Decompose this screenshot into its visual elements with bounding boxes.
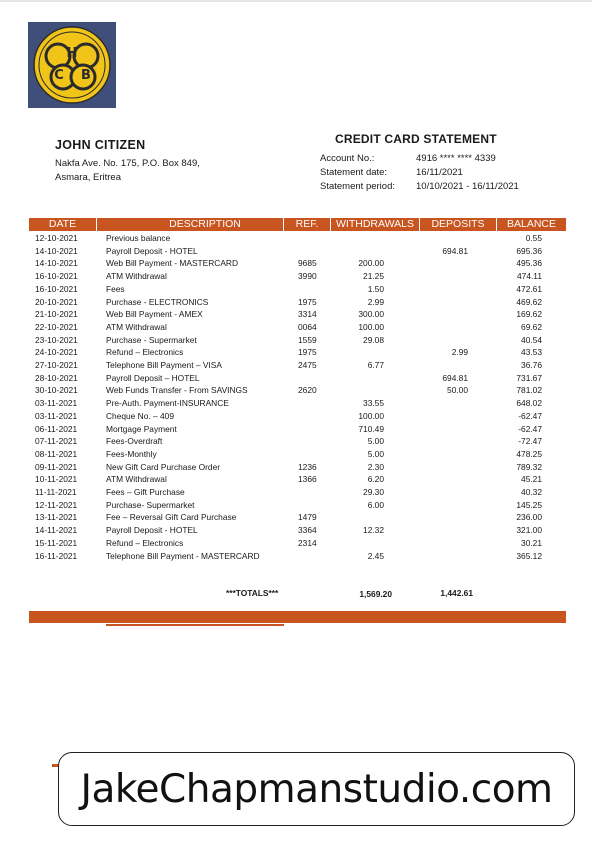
row-balance: 781.02 xyxy=(516,385,542,396)
row-deposit: 694.81 xyxy=(442,372,468,383)
table-row xyxy=(0,397,592,410)
row-date: 16-10-2021 xyxy=(35,271,78,282)
row-withdrawal: 29.08 xyxy=(363,334,384,345)
row-date: 03-11-2021 xyxy=(35,410,78,421)
row-date: 20-10-2021 xyxy=(35,296,78,307)
table-row xyxy=(0,308,592,321)
row-description: Cheque No. – 409 xyxy=(106,410,174,421)
table-row xyxy=(0,384,592,397)
row-date: 14-10-2021 xyxy=(35,245,78,256)
row-ref: 1479 xyxy=(298,512,317,523)
row-ref: 1366 xyxy=(298,474,317,485)
row-ref: 1975 xyxy=(298,347,317,358)
row-description: Purchase - ELECTRONICS xyxy=(106,296,209,307)
row-date: 28-10-2021 xyxy=(35,372,78,383)
row-description: Payroll Deposit - HOTEL xyxy=(106,245,198,256)
row-withdrawal: 300.00 xyxy=(358,309,384,320)
account-label: Account No.: xyxy=(320,153,375,164)
table-row xyxy=(0,270,592,283)
row-date: 23-10-2021 xyxy=(35,334,78,345)
customer-address-line2: Asmara, Eritrea xyxy=(55,172,121,183)
table-row xyxy=(0,473,592,486)
svg-text:H: H xyxy=(66,46,78,61)
row-description: Telephone Bill Payment - MASTERCARD xyxy=(106,550,260,561)
row-description: Fees-Overdraft xyxy=(106,436,163,447)
row-withdrawal: 6.77 xyxy=(367,360,384,370)
row-description: Refund – Electronics xyxy=(106,537,184,548)
row-balance: 474.11 xyxy=(517,271,542,282)
row-balance: 469.62 xyxy=(516,296,542,307)
watermark-banner xyxy=(58,752,575,826)
column-header-date: DATE xyxy=(48,218,77,230)
row-balance: 40.32 xyxy=(521,487,542,497)
row-date: 21-10-2021 xyxy=(35,309,78,320)
watermark-text: JakeChapmanstudio.com xyxy=(80,766,553,812)
row-description: Telephone Bill Payment – VISA xyxy=(106,360,222,370)
row-deposit: 2.99 xyxy=(451,347,468,358)
column-header-ref: REF. xyxy=(295,218,319,230)
row-balance: -72.47 xyxy=(518,436,542,447)
bank-logo xyxy=(28,22,116,108)
row-description: Previous balance xyxy=(106,233,171,243)
row-description: Payroll Deposit - HOTEL xyxy=(106,525,198,536)
row-date: 14-11-2021 xyxy=(35,525,78,536)
row-balance: 495.36 xyxy=(516,258,542,269)
column-header-withdrawals: WITHDRAWALS xyxy=(336,218,414,230)
totals-label: ***TOTALS*** xyxy=(226,588,279,598)
account-value: 4916 **** **** 4339 xyxy=(416,153,496,164)
row-description: Mortgage Payment xyxy=(106,423,177,434)
table-row xyxy=(0,372,592,385)
row-date: 27-10-2021 xyxy=(35,360,78,370)
table-row xyxy=(0,461,592,474)
row-withdrawal: 33.55 xyxy=(363,398,384,409)
row-date: 12-10-2021 xyxy=(35,233,78,243)
footer-bar xyxy=(29,611,566,623)
row-description: Pre-Auth. Payment-INSURANCE xyxy=(106,398,229,409)
row-description: Fees – Gift Purchase xyxy=(106,487,185,497)
row-ref: 3990 xyxy=(298,271,317,282)
table-row xyxy=(0,499,592,512)
row-withdrawal: 100.00 xyxy=(358,321,384,332)
column-header-balance: BALANCE xyxy=(506,218,557,230)
row-balance: 69.62 xyxy=(521,321,542,332)
row-withdrawal: 2.45 xyxy=(367,550,384,561)
row-description: Web Funds Transfer - From SAVINGS xyxy=(106,385,248,396)
row-withdrawal: 29.30 xyxy=(363,487,384,497)
statement-period-label: Statement period: xyxy=(320,181,395,192)
row-balance: 731.67 xyxy=(516,372,542,383)
row-date: 06-11-2021 xyxy=(35,423,78,434)
statement-title: CREDIT CARD STATEMENT xyxy=(335,132,497,146)
row-date: 09-11-2021 xyxy=(35,461,78,472)
statement-date-value: 16/11/2021 xyxy=(416,167,463,178)
row-balance: 648.02 xyxy=(516,398,542,409)
row-description: Web Bill Payment - MASTERCARD xyxy=(106,258,239,269)
table-row xyxy=(0,423,592,436)
row-balance: 36.76 xyxy=(521,360,542,370)
table-row xyxy=(0,511,592,524)
row-date: 16-10-2021 xyxy=(35,283,78,294)
row-balance: 236.00 xyxy=(516,512,542,523)
table-row xyxy=(0,537,592,550)
row-date: 30-10-2021 xyxy=(35,385,78,396)
row-ref: 3364 xyxy=(298,525,317,536)
table-row xyxy=(0,245,592,258)
row-description: Web Bill Payment - AMEX xyxy=(106,309,203,320)
row-ref: 3314 xyxy=(298,309,317,320)
svg-text:C: C xyxy=(54,68,64,83)
row-date: 14-10-2021 xyxy=(35,258,78,269)
row-date: 08-11-2021 xyxy=(35,448,78,459)
row-balance: 145.25 xyxy=(516,499,542,510)
column-header-deposits: DEPOSITS xyxy=(431,218,485,230)
column-header-description: DESCRIPTION xyxy=(169,218,241,230)
table-row xyxy=(0,283,592,296)
row-withdrawal: 5.00 xyxy=(367,436,384,447)
row-date: 13-11-2021 xyxy=(35,512,78,523)
row-description: Fee – Reversal Gift Card Purchase xyxy=(106,512,237,523)
row-balance: 695.36 xyxy=(516,245,542,256)
table-row xyxy=(0,334,592,347)
table-row xyxy=(0,257,592,270)
row-date: 03-11-2021 xyxy=(35,398,78,409)
row-ref: 2475 xyxy=(298,360,317,370)
row-withdrawal: 2.99 xyxy=(367,296,384,307)
row-balance: 321.00 xyxy=(516,525,542,536)
customer-address-line1: Nakfa Ave. No. 175, P.O. Box 849, xyxy=(55,158,200,169)
row-balance: 40.54 xyxy=(521,334,542,345)
row-description: ATM Withdrawal xyxy=(106,271,167,282)
svg-text:B: B xyxy=(81,68,91,83)
row-date: 15-11-2021 xyxy=(35,537,78,548)
row-balance: 789.32 xyxy=(516,461,542,472)
table-row xyxy=(0,435,592,448)
row-ref: 9685 xyxy=(298,258,317,269)
row-ref: 1236 xyxy=(298,461,317,472)
table-row xyxy=(0,346,592,359)
row-withdrawal: 200.00 xyxy=(358,258,384,269)
row-withdrawal: 100.00 xyxy=(358,410,384,421)
row-withdrawal: 6.20 xyxy=(367,474,384,485)
row-date: 22-10-2021 xyxy=(35,321,78,332)
row-withdrawal: 2.30 xyxy=(367,461,384,472)
row-date: 11-11-2021 xyxy=(35,487,77,497)
row-withdrawal: 710.49 xyxy=(358,423,384,434)
row-date: 24-10-2021 xyxy=(35,347,78,358)
row-balance: 0.55 xyxy=(525,233,542,243)
statement-date-label: Statement date: xyxy=(320,167,388,178)
row-description: Refund – Electronics xyxy=(106,347,184,358)
table-row xyxy=(0,524,592,537)
row-description: Purchase- Supermarket xyxy=(106,499,195,510)
row-withdrawal: 1.50 xyxy=(367,283,384,294)
table-row xyxy=(0,486,592,499)
row-description: Fees-Monthly xyxy=(106,448,157,459)
table-row xyxy=(0,359,592,372)
row-balance: 478.25 xyxy=(516,448,542,459)
row-withdrawal: 21.25 xyxy=(363,271,384,282)
top-divider xyxy=(0,0,592,2)
row-date: 07-11-2021 xyxy=(35,436,78,447)
table-header xyxy=(29,218,566,231)
row-ref: 0064 xyxy=(298,321,317,332)
row-description: Purchase - Supermarket xyxy=(106,334,197,345)
row-date: 10-11-2021 xyxy=(35,474,78,485)
row-deposit: 50.00 xyxy=(447,385,468,396)
row-description: Payroll Deposit – HOTEL xyxy=(106,372,200,383)
row-date: 16-11-2021 xyxy=(35,550,78,561)
table-row xyxy=(0,296,592,309)
row-ref: 2314 xyxy=(298,537,317,548)
row-balance: 169.62 xyxy=(516,309,542,320)
row-withdrawal: 5.00 xyxy=(367,448,384,459)
row-description: New Gift Card Purchase Order xyxy=(106,461,221,472)
row-withdrawal: 12.32 xyxy=(363,525,384,536)
row-withdrawal: 6.00 xyxy=(367,499,384,510)
row-balance: 365.12 xyxy=(516,550,542,561)
row-deposit: 694.81 xyxy=(442,245,468,256)
row-ref: 1559 xyxy=(298,334,317,345)
totals-withdrawals: 1,569.20 xyxy=(359,589,392,599)
table-row xyxy=(0,550,592,563)
row-balance: 45.21 xyxy=(521,474,542,485)
row-description: ATM Withdrawal xyxy=(106,474,167,485)
totals-deposits: 1,442.61 xyxy=(440,588,473,598)
customer-name: JOHN CITIZEN xyxy=(55,138,146,152)
row-ref: 2620 xyxy=(298,385,317,396)
table-row xyxy=(0,232,592,245)
table-row xyxy=(0,321,592,334)
row-ref: 1975 xyxy=(298,296,317,307)
row-balance: -62.47 xyxy=(518,423,542,434)
row-description: Fees xyxy=(106,283,125,294)
row-description: ATM Withdrawal xyxy=(106,321,167,332)
row-balance: -62.47 xyxy=(518,410,542,421)
row-balance: 472.61 xyxy=(516,283,542,294)
row-balance: 30.21 xyxy=(521,537,542,548)
table-row xyxy=(0,448,592,461)
footer-underline xyxy=(106,624,284,626)
row-balance: 43.53 xyxy=(521,347,542,358)
row-date: 12-11-2021 xyxy=(35,499,78,510)
table-row xyxy=(0,410,592,423)
statement-period-value: 10/10/2021 - 16/11/2021 xyxy=(416,181,519,192)
